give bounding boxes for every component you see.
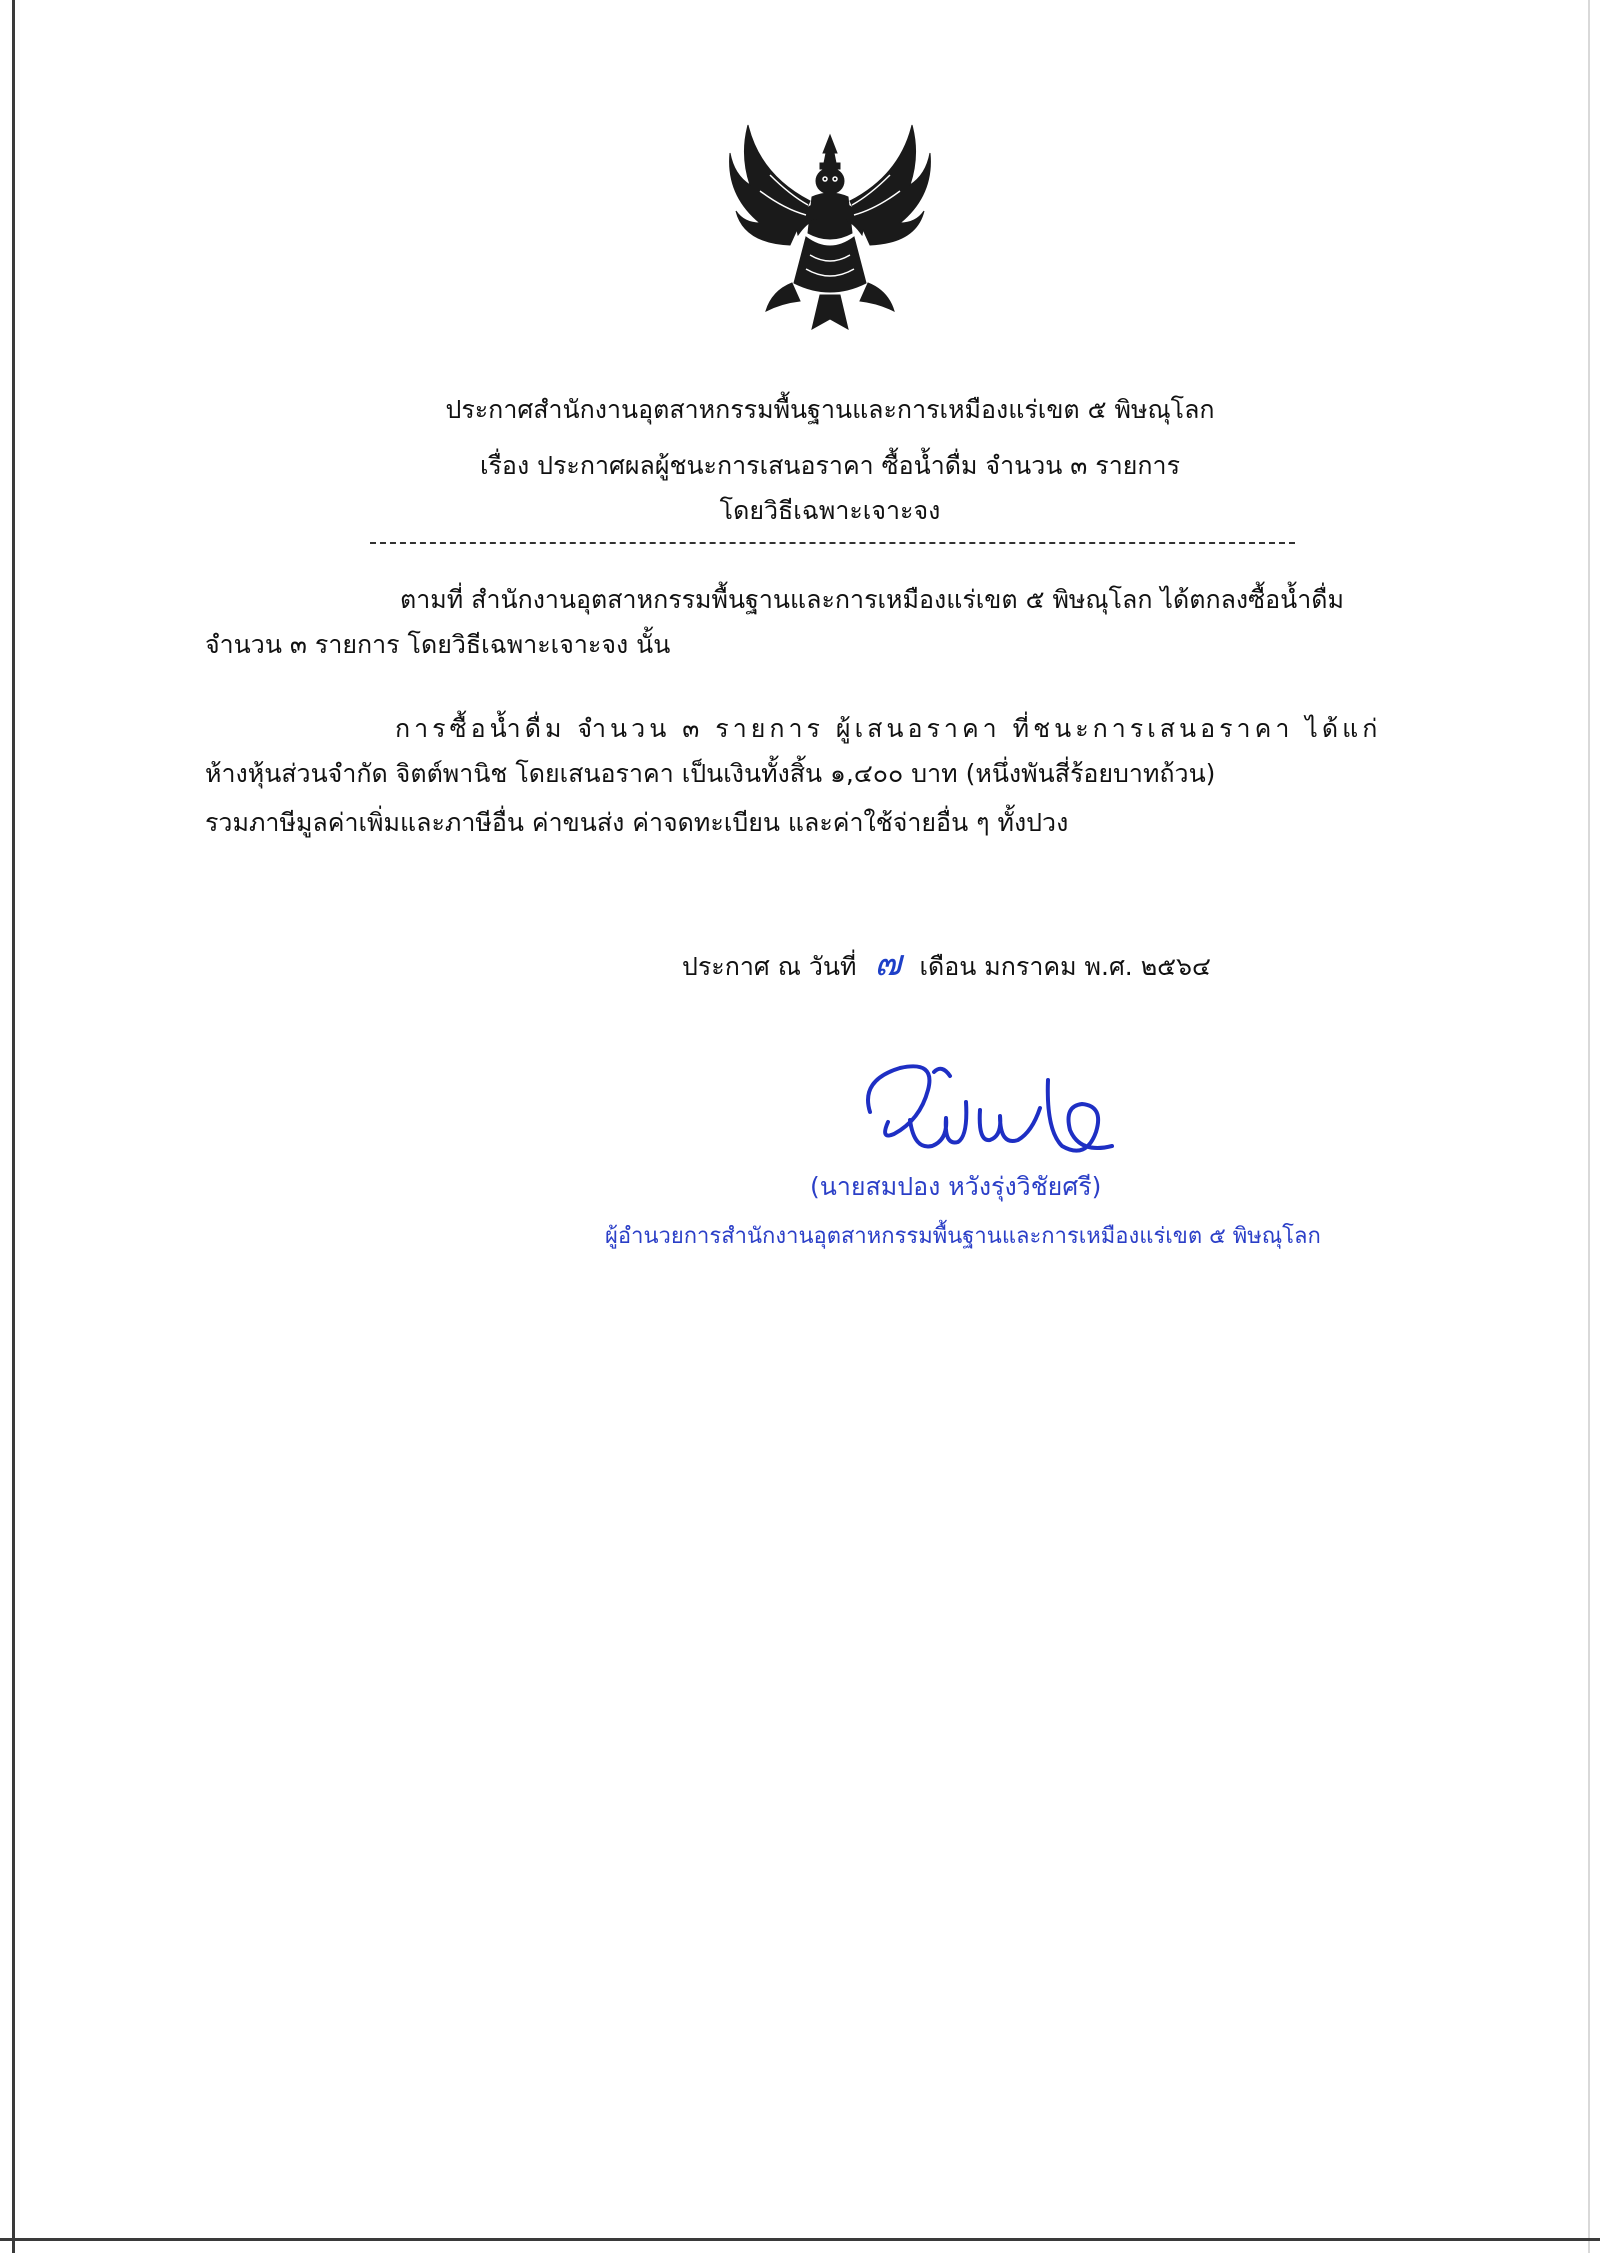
- announcement-subject: เรื่อง ประกาศผลผู้ชนะการเสนอราคา ซื้อน้ำดื่ม จำนวน ๓ รายการ: [479, 451, 1181, 480]
- paragraph-2-line-2: ห้างหุ้นส่วนจำกัด จิตต์พานิช โดยเสนอราคา เป็นเงินทั้งสิ้น ๑,๔๐๐ บาท (หนึ่งพันสี่ร้อยบาทถ้วน): [205, 759, 1216, 788]
- signer-position: ผู้อำนวยการสำนักงานอุตสาหกรรมพื้นฐานและการเหมืองแร่เขต ๕ พิษณุโลก: [605, 1224, 1321, 1249]
- paragraph-1-line-1: ตามที่ สำนักงานอุตสาหกรรมพื้นฐานและการเหมืองแร่เขต ๕ พิษณุโลก ได้ตกลงซื้อน้ำดื่ม: [400, 585, 1344, 614]
- dashed-separator: [370, 542, 1295, 544]
- paragraph-1-line-2: จำนวน ๓ รายการ โดยวิธีเฉพาะเจาะจง นั้น: [205, 630, 671, 659]
- date-prefix: ประกาศ ณ วันที่: [682, 952, 857, 981]
- scan-border-right: [1588, 0, 1590, 2253]
- date-day-handwritten: ๗: [874, 943, 902, 984]
- announcement-date: [682, 943, 1211, 984]
- scan-border-left: [12, 0, 15, 2253]
- date-suffix: เดือน มกราคม พ.ศ. ๒๕๖๔: [919, 952, 1211, 981]
- garuda-emblem-icon: [720, 115, 940, 345]
- paragraph-2-line-3: รวมภาษีมูลค่าเพิ่มและภาษีอื่น ค่าขนส่ง ค่าจดทะเบียน และค่าใช้จ่ายอื่น ๆ ทั้งปวง: [205, 808, 1069, 837]
- paragraph-2-line-1: การซื้อน้ำดื่ม จำนวน ๓ รายการ ผู้เสนอราคา ที่ชนะการเสนอราคา ได้แก่: [395, 714, 1382, 743]
- announcement-title: ประกาศสำนักงานอุตสาหกรรมพื้นฐานและการเหมืองแร่เขต ๕ พิษณุโลก: [445, 395, 1215, 424]
- announcement-method: โดยวิธีเฉพาะเจาะจง: [719, 496, 941, 525]
- handwritten-signature: [850, 1050, 1130, 1170]
- signer-name: (นายสมปอง หวังรุ่งวิชัยศรี): [810, 1172, 1102, 1201]
- scan-border-bottom: [0, 2238, 1600, 2241]
